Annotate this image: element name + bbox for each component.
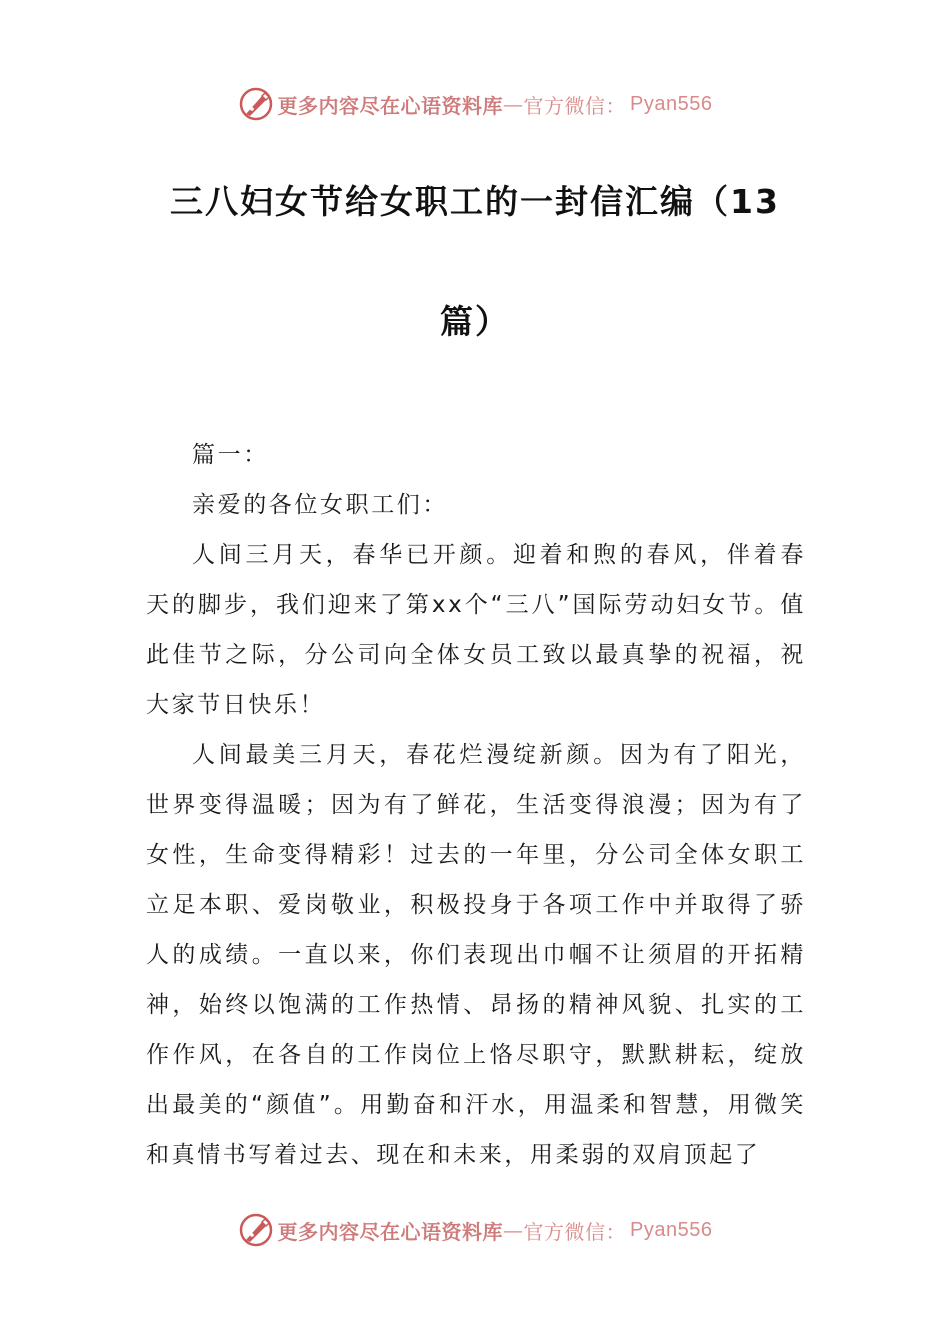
pen-nib-logo-icon [238,86,274,122]
document-body [146,430,806,1180]
watermark-brand: 更多内容尽在心语资料库 [277,93,504,118]
pen-nib-logo-icon [238,1212,274,1248]
watermark-header [0,84,950,124]
paragraph: 人间最美三月天，春花烂漫绽新颜。因为有了阳光，世界变得温暖；因为有了鲜花，生活变得浪漫；因为有了女性，生命变得精彩！过去的一年里，分公司全体女职工立足本职、爱岗敬业，积极投身于各项工作中并取得了骄人的成绩。一直以来，你们表现出巾帼不让须眉的开拓精神，始终以饱满的工作热情、昂扬的精神风貌、扎实的工作作风，在各自的工作岗位上恪尽职守，默默耕耘，绽放出最美的“颜值”。用勤奋和汗水，用温柔和智慧，用微笑和真情书写着过去、现在和未来，用柔弱的双肩顶起了 [146,742,806,1168]
document-title-line1: 三八妇女节给女职工的一封信汇编（13 [170,182,780,221]
watermark-separator: — [503,1218,524,1242]
watermark-footer [0,1210,950,1250]
watermark-wechat-id: Pyan556 [630,92,713,115]
salutation: 亲爱的各位女职工们： [192,492,448,518]
watermark-brand: 更多内容尽在心语资料库 [277,1219,504,1244]
watermark-wechat-label: 官方微信： [523,93,627,118]
section-heading: 篇一： [192,442,269,468]
watermark-wechat-label: 官方微信： [523,1219,627,1244]
watermark-wechat-id: Pyan556 [630,1218,713,1241]
watermark-separator: — [503,92,524,116]
document-title-line2: 篇） [440,302,510,341]
paragraph: 人间三月天，春华已开颜。迎着和煦的春风，伴着春天的脚步，我们迎来了第xx个“三八”国际劳动妇女节。值此佳节之际，分公司向全体女员工致以最真挚的祝福，祝大家节日快乐！ [146,542,806,718]
